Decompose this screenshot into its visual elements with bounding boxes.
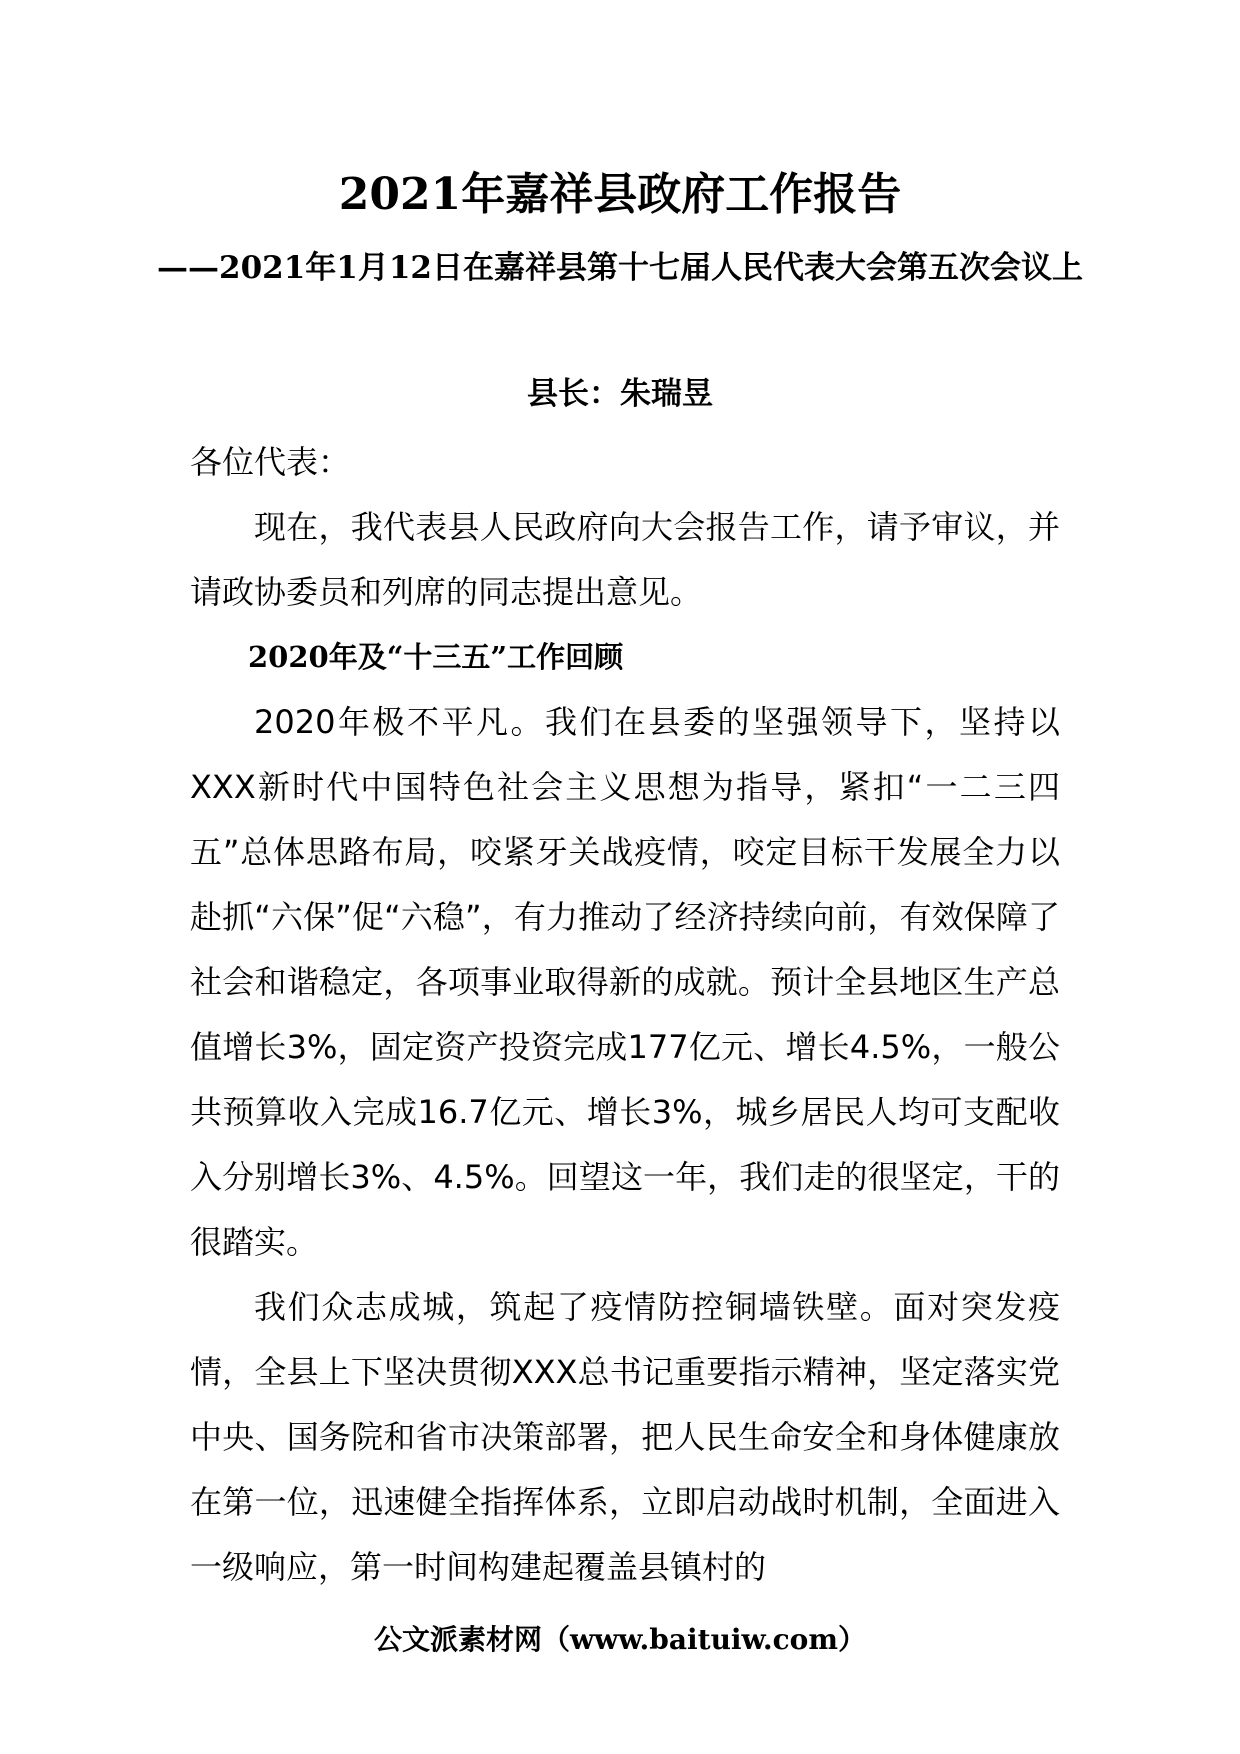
- document-subtitle: ——2021年1月12日在嘉祥县第十七届人民代表大会第五次会议上: [157, 250, 1083, 286]
- document-body: [190, 430, 1060, 1600]
- body-paragraph: 我们众志成城，筑起了疫情防控铜墙铁壁。面对突发疫情，全县上下坚决贯彻XXX总书记重要指示精神，坚定落实党中央、国务院和省市决策部署，把人民生命安全和身体健康放在第一位，迅速健全指挥体系，立即启动战时机制，全面进入一级响应，第一时间构建起覆盖县镇村的: [190, 1288, 1060, 1586]
- body-paragraph: 现在，我代表县人民政府向大会报告工作，请予审议，并请政协委员和列席的同志提出意见。: [190, 508, 1060, 611]
- footer-watermark: 公文派素材网（www.baituiw.com）: [374, 1623, 866, 1656]
- document-title: 2021年嘉祥县政府工作报告: [338, 169, 902, 220]
- section-heading: 2020年及“十三五”工作回顾: [248, 640, 624, 674]
- salutation: 各位代表：: [190, 443, 351, 481]
- body-paragraph: 2020年极不平凡。我们在县委的坚强领导下，坚持以XXX新时代中国特色社会主义思想为指导，紧扣“一二三四五”总体思路布局，咬紧牙关战疫情，咬定目标干发展全力以赴抓“六保”促“六稳”，有力推动了经济持续向前，有效保障了社会和谐稳定，各项事业取得新的成就。预计全县地区生产总值增长3%，固定资产投资完成177亿元、增长4.5%，一般公共预算收入完成16.7亿元、增长3%，城乡居民人均可支配收入分别增长3%、4.5%。回望这一年，我们走的很坚定，干的很踏实。: [190, 703, 1060, 1261]
- document-author: 县长：朱瑞昱: [527, 376, 713, 412]
